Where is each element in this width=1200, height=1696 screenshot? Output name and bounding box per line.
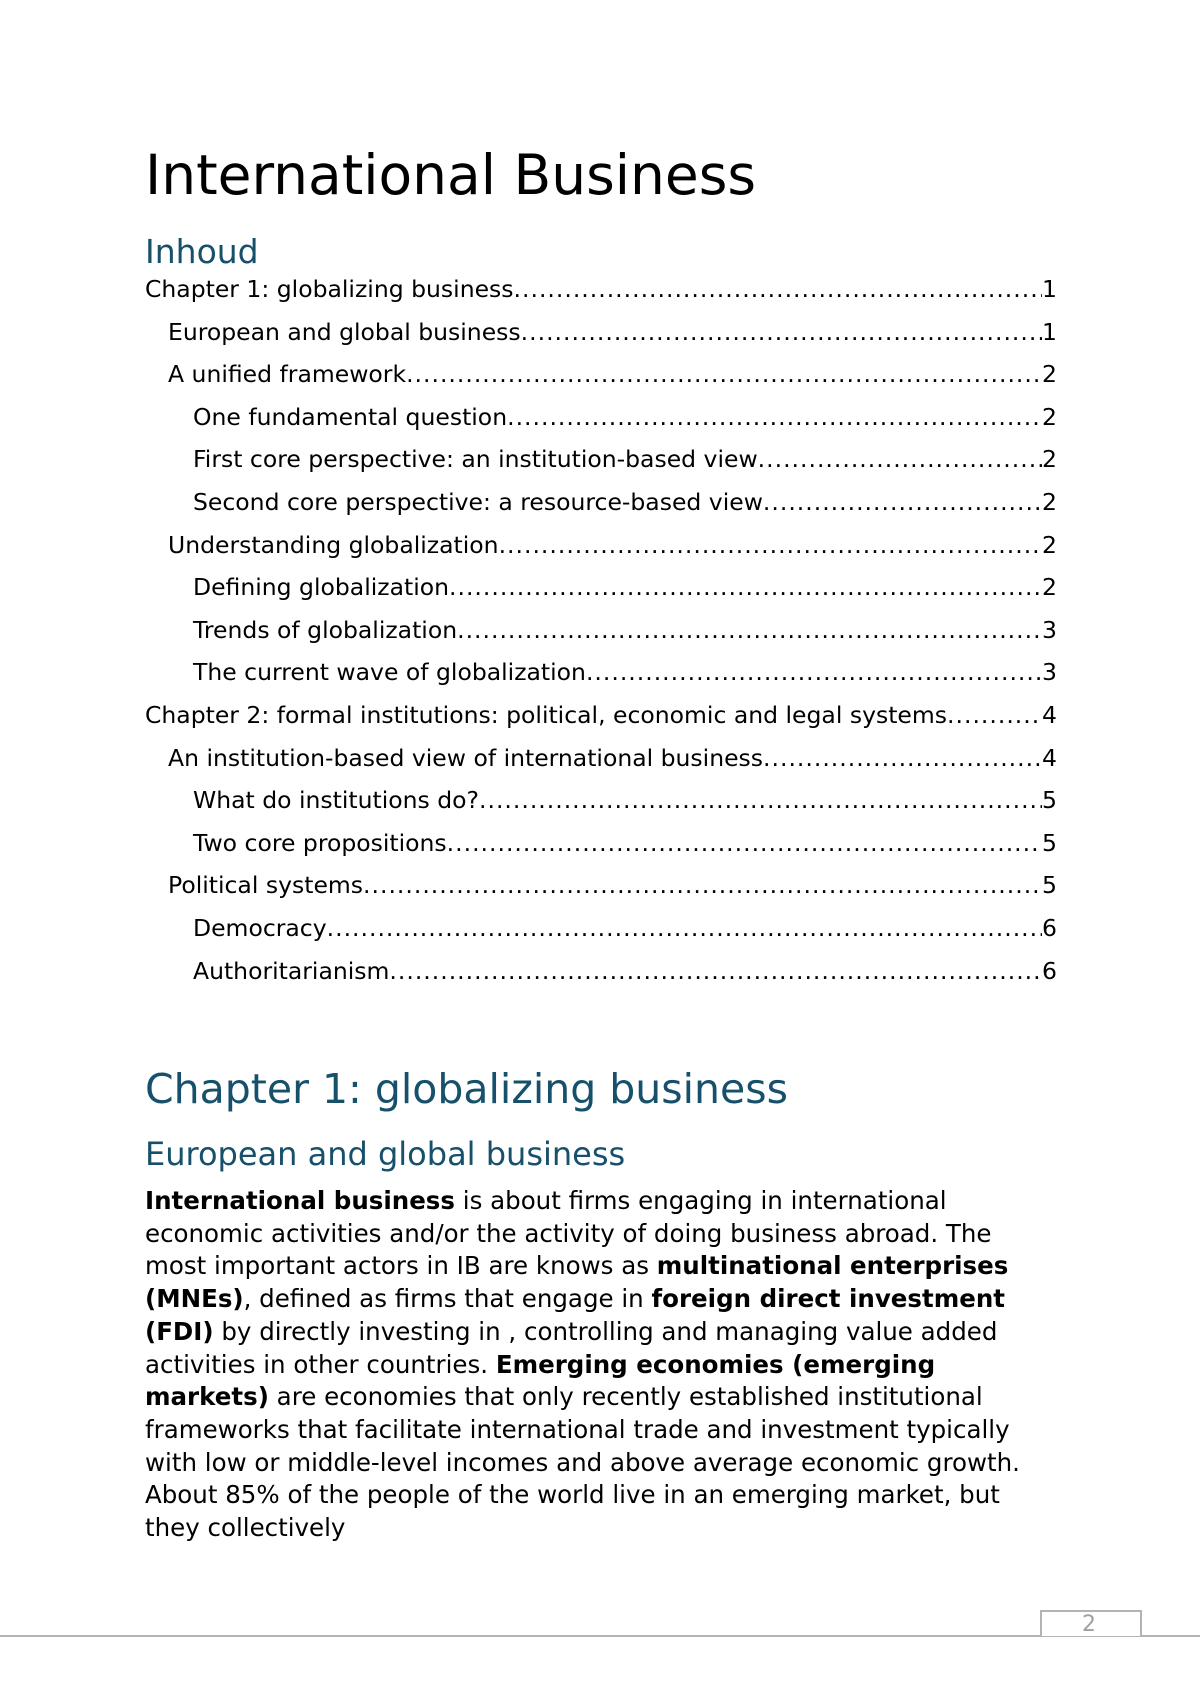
toc-dot-leader <box>507 396 1042 439</box>
toc-page-number: 2 <box>1042 487 1057 516</box>
toc-dot-leader <box>449 566 1042 609</box>
bold-term: foreign direct investment (FDI) <box>145 1284 1005 1346</box>
paragraph-text: is about firms engaging in international economic activities and/or the activity of doing business abroad. The most important actors in IB are knows as <box>145 1186 992 1281</box>
toc-dot-leader <box>447 822 1042 865</box>
bold-term: International business <box>145 1186 455 1215</box>
toc-dot-leader <box>514 268 1043 311</box>
toc-entry-text: Understanding globalization <box>168 530 499 559</box>
toc-page-number: 2 <box>1042 530 1057 559</box>
paragraph-text: , defined as firms that engage in <box>243 1284 652 1314</box>
toc-dot-leader <box>479 779 1042 822</box>
toc-page-number: 4 <box>1042 743 1057 772</box>
toc-page-number: 6 <box>1042 956 1057 985</box>
toc-entry-text: A unified framework <box>168 360 407 389</box>
toc-page-number: 3 <box>1042 615 1057 644</box>
toc-dot-leader <box>457 609 1042 652</box>
toc-dot-leader <box>521 311 1042 354</box>
toc-entry[interactable] <box>145 694 1057 737</box>
toc-dot-leader <box>389 950 1042 993</box>
toc-entry[interactable] <box>145 822 1057 865</box>
toc-entry-text: Second core perspective: a resource-based view <box>193 487 763 516</box>
toc-page-number: 5 <box>1042 786 1057 815</box>
toc-dot-leader <box>327 907 1042 950</box>
toc-entry[interactable] <box>145 950 1057 993</box>
toc-entry[interactable] <box>145 524 1057 567</box>
toc-entry-text: Chapter 1: globalizing business <box>145 275 514 303</box>
toc-entry-text: Democracy <box>193 913 327 942</box>
toc-entry[interactable] <box>145 907 1057 950</box>
toc-entry-text: Political systems <box>168 871 364 900</box>
toc-entry[interactable] <box>145 438 1057 481</box>
toc-entry-text: Chapter 2: formal institutions: political, economic and legal systems <box>145 700 948 729</box>
toc-entry[interactable] <box>145 737 1057 780</box>
toc-page-number: 2 <box>1042 573 1057 602</box>
toc-entry[interactable] <box>145 353 1057 396</box>
paragraph-text: are economies that only recently established institutional frameworks that facilitate international trade and investment typically with low or middle-level incomes and above average economic growth. About 85% of the people of the world live in an emerging market, but they collectively <box>145 1382 1020 1543</box>
toc-page-number: 5 <box>1042 828 1057 857</box>
toc-dot-leader <box>758 438 1042 481</box>
toc-entry-text: An institution-based view of international business <box>168 743 764 772</box>
toc-entry[interactable] <box>145 864 1057 907</box>
toc-dot-leader <box>406 353 1042 396</box>
toc-page-number: 4 <box>1042 700 1057 729</box>
toc-page-number: 2 <box>1042 360 1057 389</box>
toc-entry[interactable] <box>145 566 1057 609</box>
bold-term: Emerging economies (emerging markets) <box>145 1349 936 1412</box>
body-paragraph <box>145 1185 1060 1545</box>
toc-entry-text: Defining globalization <box>193 573 450 602</box>
toc-page-number: 2 <box>1042 445 1057 474</box>
toc-dot-leader <box>763 481 1042 524</box>
table-of-contents <box>145 268 1057 992</box>
toc-entry[interactable] <box>145 396 1057 439</box>
toc-dot-leader <box>763 737 1042 780</box>
toc-page-number: 2 <box>1042 402 1057 431</box>
toc-page-number: 5 <box>1042 871 1057 900</box>
toc-dot-leader <box>363 864 1042 907</box>
chapter-heading: Chapter 1: globalizing business <box>145 1065 788 1113</box>
paragraph-text: by directly investing in , controlling and managing value added activities in other countries. <box>145 1316 998 1379</box>
toc-entry-text: What do institutions do? <box>193 786 479 815</box>
toc-dot-leader <box>586 651 1042 694</box>
toc-entry-text: The current wave of globalization <box>193 658 586 687</box>
toc-page-number: 6 <box>1042 913 1057 942</box>
toc-page-number: 1 <box>1042 275 1057 303</box>
footer-rule <box>0 1635 1200 1637</box>
toc-entry[interactable] <box>145 609 1057 652</box>
toc-heading: Inhoud <box>145 232 259 271</box>
toc-entry-text: Authoritarianism <box>193 956 390 985</box>
toc-page-number: 3 <box>1042 658 1057 687</box>
toc-entry-text: Trends of globalization <box>193 615 458 644</box>
toc-entry-text: Two core propositions <box>193 828 447 857</box>
toc-entry[interactable] <box>145 311 1057 354</box>
toc-entry[interactable] <box>145 651 1057 694</box>
document-title: International Business <box>145 143 757 207</box>
toc-entry[interactable] <box>145 481 1057 524</box>
toc-entry-text: First core perspective: an institution-based view <box>193 445 758 474</box>
toc-dot-leader <box>499 524 1042 567</box>
section-heading: European and global business <box>145 1135 626 1173</box>
toc-page-number: 1 <box>1042 317 1057 346</box>
toc-dot-leader <box>947 694 1042 737</box>
toc-entry[interactable] <box>145 779 1057 822</box>
bold-term: multinational enterprises (MNEs) <box>145 1251 1009 1314</box>
page-number: 2 <box>1082 1612 1096 1637</box>
toc-entry[interactable] <box>145 268 1057 311</box>
toc-entry-text: One fundamental question <box>193 402 508 431</box>
toc-entry-text: European and global business <box>168 317 521 346</box>
